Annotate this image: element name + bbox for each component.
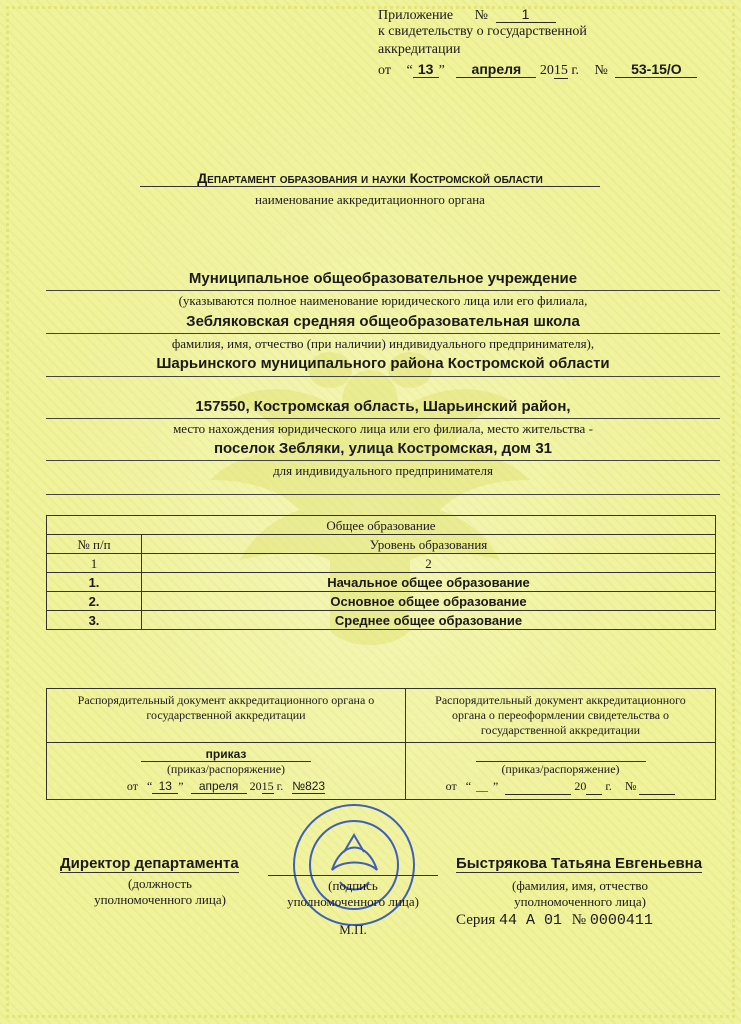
appendix-date-line [378,61,723,79]
reissue-day: __ [476,779,489,793]
organization-line-2: Зебляковская средняя общеобразовательная школа [186,313,580,330]
documents-table [46,688,716,800]
reissue-year-blank [586,779,602,795]
index-cell: 1 [47,554,142,573]
reissue-number-sign: № [624,779,637,793]
accreditation-doc-header: Распорядительный документ аккредитационного органа о государственной аккредитации [47,689,406,743]
series-number-sign: № [571,912,587,928]
address-rule-3 [46,494,720,495]
reissue-quote-close: ” [493,779,499,793]
doc-quote-open: “ [146,779,153,793]
reissue-doc-type-caption: (приказ/распоряжение) [476,761,646,777]
doc-month: апреля [191,779,247,794]
position-caption-2: уполномоченного лица) [94,892,226,907]
doc-year-prefix: 20 [249,779,262,793]
doc-quote-close: ” [178,779,184,793]
appendix-number-sign: № [474,8,488,23]
appendix-year-unit: г. [571,63,580,78]
doc-from-label: от [126,779,138,793]
column-header-level: Уровень образования [142,535,716,554]
education-index-row [47,554,716,573]
reissue-month-blank [505,779,571,795]
reissue-from-label: от [445,779,457,793]
appendix-quote-close: ” [438,63,445,78]
appendix-from-label: от [378,63,391,78]
position-caption-1: (должность [128,876,192,891]
address-line-1: 157550, Костромская область, Шарьинский район, [195,398,571,415]
education-table [46,515,716,630]
education-header-row [47,535,716,554]
reissue-number-blank [639,779,675,795]
sign-caption-1: (подпись [328,878,378,893]
address-rule-1 [46,418,720,419]
organization-line-3: Шарьинского муниципального района Костромской области [156,355,610,372]
index-cell: 2 [142,554,716,573]
appendix-number: 1 [496,6,556,23]
double-headed-eagle-watermark [160,330,580,690]
reissue-doc-header: Распорядительный документ аккредитационного органа о переоформлении свидетельства о государственной аккредитации [406,689,716,743]
row-number: 3. [47,611,142,630]
doc-day: 13 [152,779,178,794]
organization-rule-3 [46,376,720,377]
row-level: Основное общее образование [142,592,716,611]
reissue-year-prefix: 20 [574,779,587,793]
address-caption-2: для индивидуального предпринимателя [273,463,493,478]
agency-name: Департамент образования и науки Костромской области [140,170,600,187]
table-row [47,611,716,630]
appendix-header [378,6,556,24]
documents-detail-row [47,743,716,800]
doc-number: №823 [292,779,326,793]
agency-caption: наименование аккредитационного органа [255,192,485,207]
appendix-year-suffix: 15 [553,63,568,78]
row-level: Среднее общее образование [142,611,716,630]
series-line [456,912,653,929]
doc-year-unit: г. [276,779,284,793]
sign-caption-2: уполномоченного лица) [287,894,419,909]
documents-header-row [47,689,716,743]
series-number: 0000411 [589,912,653,929]
appendix-doc-number: 53-15/О [615,61,697,78]
signatory-name: Быстрякова Татьяна Евгеньевна [456,855,703,872]
appendix-day: 13 [413,61,439,78]
accreditation-doc-details [47,743,406,800]
table-row [47,592,716,611]
doc-year-suffix: 15 [261,779,274,793]
official-seal [272,800,437,930]
organization-caption-2: фамилия, имя, отчество (при наличии) индивидуального предпринимателя), [171,336,595,351]
appendix-doc-number-sign: № [594,63,608,78]
address-rule-2 [46,460,720,461]
series-value: 44 А 01 [499,912,563,929]
row-number: 2. [47,592,142,611]
reissue-doc-details [406,743,716,800]
reissue-quote-open: “ [465,779,472,793]
address-caption-1: место нахождения юридического лица или его филиала, место жительства - [173,421,593,436]
row-number: 1. [47,573,142,592]
name-caption-2: уполномоченного лица) [514,894,646,909]
organization-rule-2 [46,333,720,334]
appendix-accreditation: аккредитации [378,42,461,57]
accreditation-doc-type: приказ [205,747,247,761]
education-title-row [47,516,716,535]
organization-rule-1 [46,290,720,291]
organization-caption-1: (указываются полное наименование юридического лица или его филиала, [178,293,588,308]
reissue-doc-date [407,779,714,795]
appendix-label: Приложение [378,8,454,23]
organization-line-1: Муниципальное общеобразовательное учреждение [188,270,578,287]
reissue-year-unit: г. [605,779,612,793]
stamp-place-label: М.П. [339,922,367,937]
appendix-to-certificate: к свидетельству о государственной [378,24,587,39]
column-header-number: № п/п [47,535,142,554]
signature-line [268,875,438,876]
table-row [47,573,716,592]
appendix-year-prefix: 20 [539,63,554,78]
accreditation-doc-type-caption: (приказ/распоряжение) [141,761,311,777]
series-label: Серия [456,912,496,928]
row-level: Начальное общее образование [142,573,716,592]
signatory-position: Директор департамента [60,855,239,872]
address-line-2: поселок Зебляки, улица Костромская, дом 31 [213,440,552,457]
name-caption-1: (фамилия, имя, отчество [512,878,648,893]
appendix-quote-open: “ [406,63,413,78]
appendix-month: апреля [456,61,536,78]
accreditation-doc-date [48,779,404,794]
education-title: Общее образование [47,516,716,535]
